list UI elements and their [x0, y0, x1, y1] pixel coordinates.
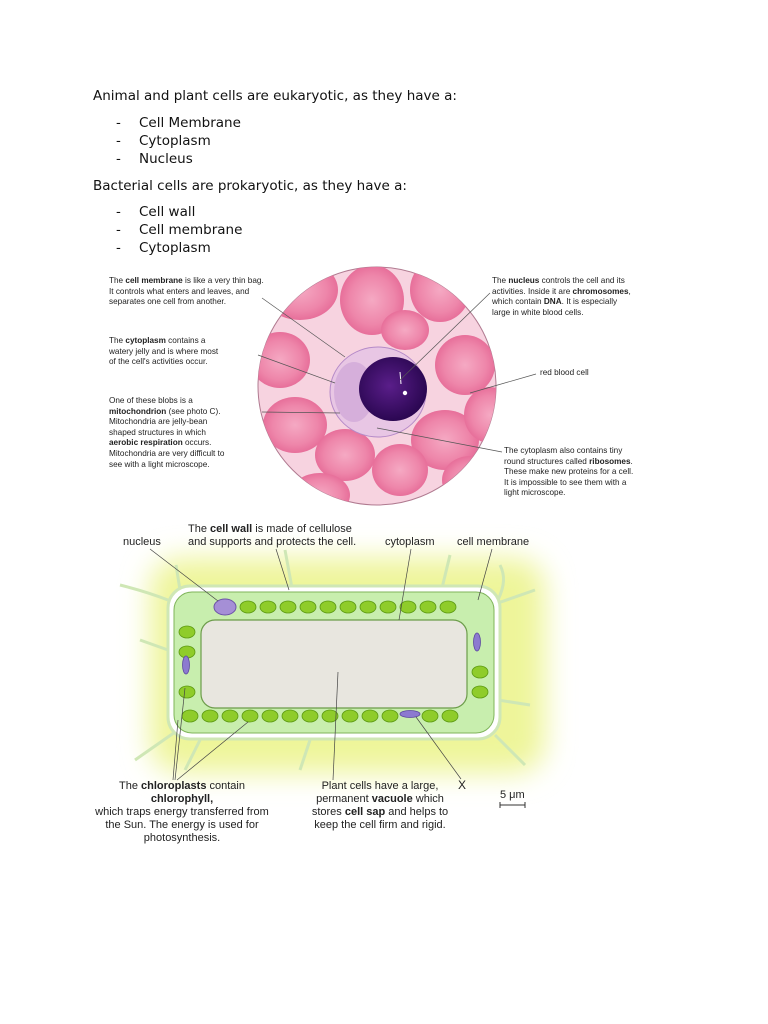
chloroplast: [240, 601, 256, 613]
chloroplast: [400, 601, 416, 613]
chloroplast: [342, 710, 358, 722]
chloroplast: [422, 710, 438, 722]
chloroplast: [179, 686, 195, 698]
chloroplast: [302, 710, 318, 722]
chloroplast: [440, 601, 456, 613]
chloroplast: [222, 710, 238, 722]
label-plant-membrane: cell membrane: [457, 536, 530, 548]
label-cell-membrane: The cell membrane is like a very thin bag. It controls what enters and leaves, and separates one cell from another.: [109, 276, 264, 307]
chloroplast: [420, 601, 436, 613]
label-plant-cytoplasm: cytoplasm: [385, 536, 435, 548]
chloroplast: [300, 601, 316, 613]
label-cell-wall: The cell wall is made of cellulose and supports and protects the cell.: [188, 523, 357, 548]
plant-nucleus: [214, 599, 236, 615]
chloroplast: [360, 601, 376, 613]
label-red-blood-cell: red blood cell: [540, 368, 589, 377]
chloroplast: [382, 710, 398, 722]
label-chloroplasts: The chloroplasts contain chlorophyll, which traps energy transferred from the Sun. The energy is used for photosynthesis.: [95, 780, 269, 844]
mitochondrion: [183, 656, 190, 674]
chloroplast: [320, 601, 336, 613]
label-scale: 5 μm: [500, 789, 525, 801]
label-ribosomes: The cytoplasm also contains tiny round structures called ribosomes. These make new proteins for a cell. It is impossible to see them with a light microscope.: [504, 446, 634, 498]
chloroplast: [242, 710, 258, 722]
mitochondrion: [400, 711, 420, 718]
intro-prokaryotic: Bacterial cells are prokaryotic, as they have a:: [93, 178, 407, 194]
chloroplast: [182, 710, 198, 722]
mitochondrion: [474, 633, 481, 651]
label-vacuole: Plant cells have a large, permanent vacuole which stores cell sap and helps to keep the cell firm and rigid.: [311, 780, 449, 831]
label-mitochondrion: One of these blobs is a mitochondrion (see photo C). Mitochondria are jelly-bean shaped structures in which aerobic respiration occurs. Mitochondria are very difficult to see with a light microscope.: [109, 396, 225, 469]
chloroplast: [362, 710, 378, 722]
chloroplast: [202, 710, 218, 722]
label-x: X: [458, 778, 467, 792]
label-nucleus: The nucleus controls the cell and its activities. Inside it are chromosomes, which contain DNA. It is especially large in white blood cells.: [492, 276, 631, 317]
intro-eukaryotic: Animal and plant cells are eukaryotic, as they have a:: [93, 88, 457, 104]
chloroplast: [262, 710, 278, 722]
chloroplast: [442, 710, 458, 722]
chloroplast: [380, 601, 396, 613]
chloroplast: [472, 666, 488, 678]
chloroplast: [280, 601, 296, 613]
chloroplast: [282, 710, 298, 722]
label-cytoplasm: The cytoplasm contains a watery jelly and is where most of the cell's activities occur.: [109, 336, 219, 367]
vacuole: [201, 620, 467, 708]
label-plant-nucleus: nucleus: [123, 536, 161, 548]
chloroplast: [179, 626, 195, 638]
chloroplast: [340, 601, 356, 613]
chloroplast: [472, 686, 488, 698]
chloroplast: [260, 601, 276, 613]
